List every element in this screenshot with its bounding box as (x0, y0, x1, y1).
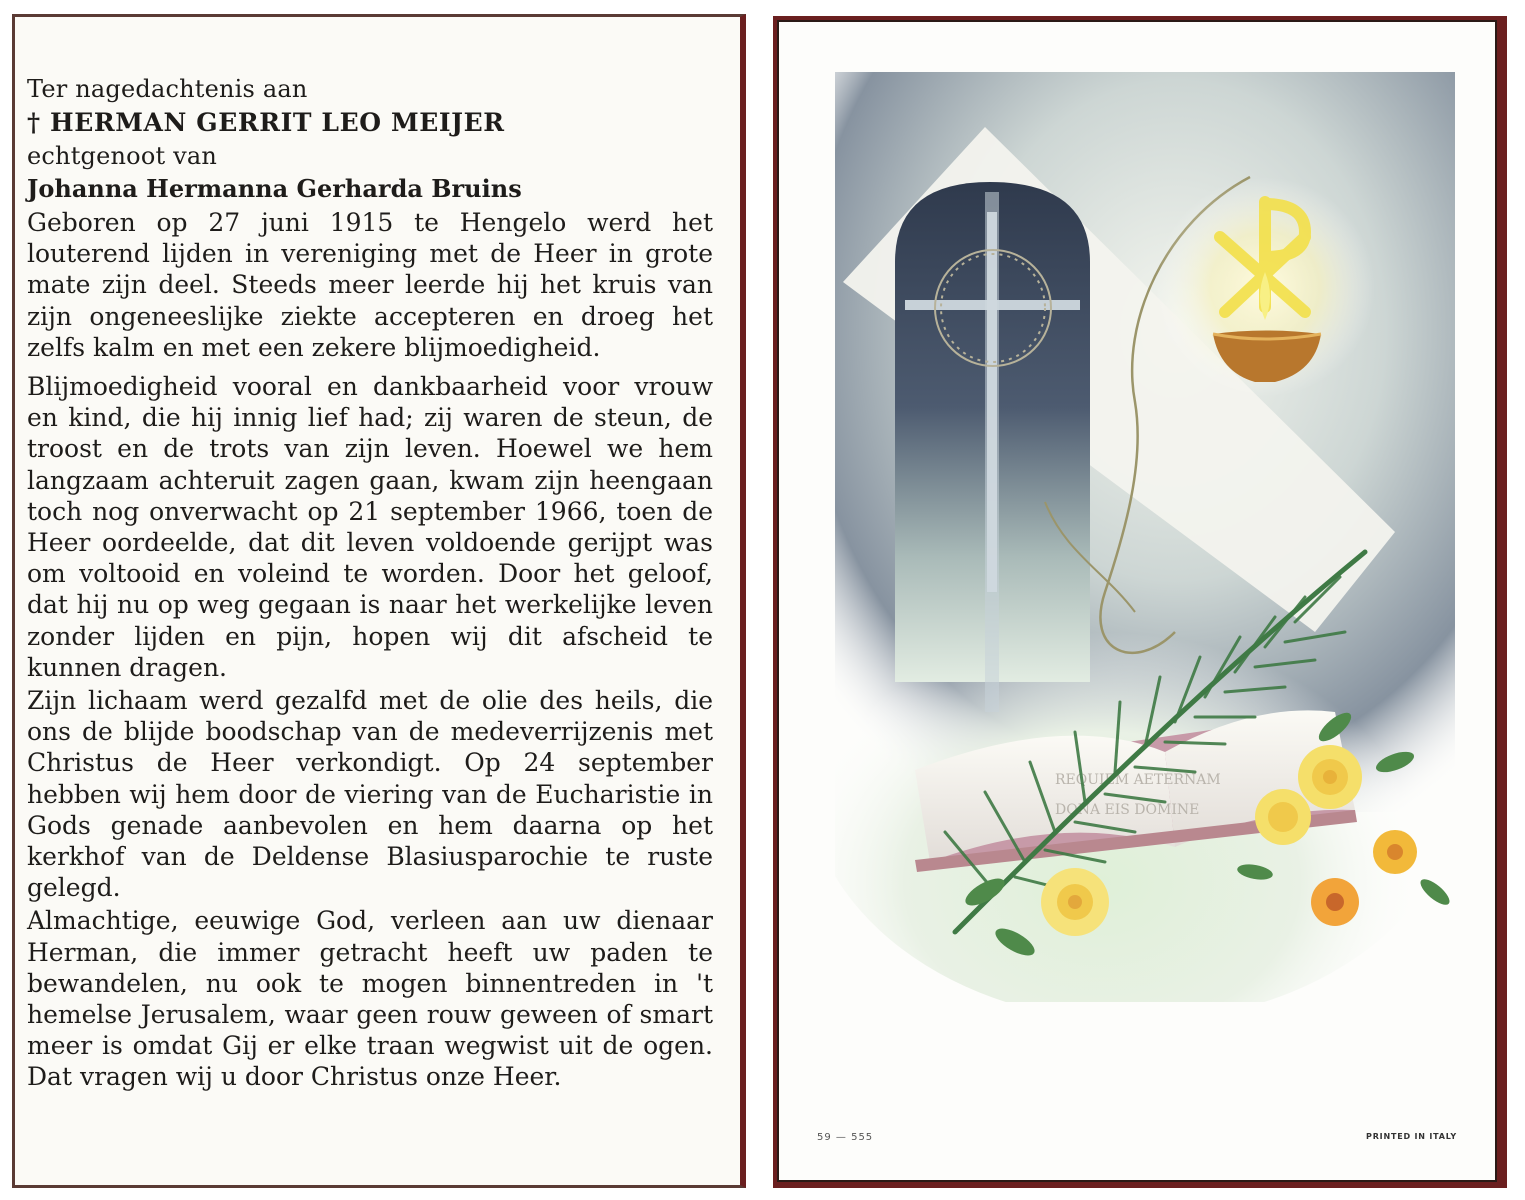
paragraph-funeral: Zijn lichaam werd gezalfd met de olie des heils, die ons de blijde boodschap van de medeverrijzenis met Christus de Heer verkondigt. Op 24 september hebben wij hem door de viering van de Eucharistie in Gods genade aanbevolen en hem daarna op het kerkhof van de Deldense Blasiusparochie te ruste gelegd. (27, 686, 713, 903)
yellow-rose-icon (1041, 868, 1109, 936)
memorial-text-card (12, 14, 746, 1188)
intro-line: Ter nagedachtenis aan (27, 75, 308, 103)
devotional-picture-card (773, 16, 1507, 1188)
paragraph-prayer: Almachtige, eeuwige God, verleen aan uw dienaar Herman, die immer getracht heeft uw paden te bewandelen, nu ook te mogen binnentreden in 't hemelse Jerusalem, waar geen rouw geween of smart meer is omdat Gij er elke traan wegwist uit de ogen. Dat vragen wij u door Christus onze Heer. (27, 906, 713, 1092)
daisy-icon (1311, 878, 1359, 926)
daisy-icon (1373, 830, 1417, 874)
book-text-line-1: REQUIEM AETERNAM (1055, 772, 1221, 788)
memorial-text (27, 73, 713, 1093)
paragraph-death: Blijmoedigheid vooral en dankbaarheid voor vrouw en kind, die hij innig lief had; zij waren de steun, de troost en de trots van zijn leven. Hoewel we hem langzaam achteruit zagen gaan, kwam zijn heengaan toch nog onverwacht op 21 september 1966, toen de Heer oordeelde, dat dit leven voldoende gerijpt was om voltooid en voleind te worden. Door het geloof, dat hij nu op weg gegaan is naar het werkelijke leven zonder lijden en pijn, hopen wij dit afscheid te kunnen dragen. (27, 372, 713, 682)
printer-note: PRINTED IN ITALY (1366, 1132, 1457, 1141)
yellow-rose-icon (1255, 789, 1311, 845)
devotional-illustration (835, 72, 1455, 1002)
picture-panel (777, 20, 1497, 1182)
spouse-intro: echtgenoot van (27, 142, 218, 170)
paragraph-birth: Geboren op 27 juni 1915 te Hengelo werd het louterend lijden in vereniging met de Heer in grote mate zijn deel. Steeds meer leerde hij het kruis van zijn ongeneeslijke ziekte accepteren en droeg het zelfs kalm en met een zekere blijmoedigheid. (27, 208, 713, 362)
book-text-line-2: DONA EIS DOMINE (1055, 802, 1200, 818)
spouse-name: Johanna Hermanna Gerharda Bruins (27, 174, 522, 203)
yellow-rose-icon (1298, 745, 1362, 809)
deceased-name: HERMAN GERRIT LEO MEIJER (50, 108, 505, 137)
deceased-name-line (27, 106, 713, 140)
cross-icon: † (27, 108, 41, 137)
print-code: 59 — 555 (817, 1132, 874, 1143)
